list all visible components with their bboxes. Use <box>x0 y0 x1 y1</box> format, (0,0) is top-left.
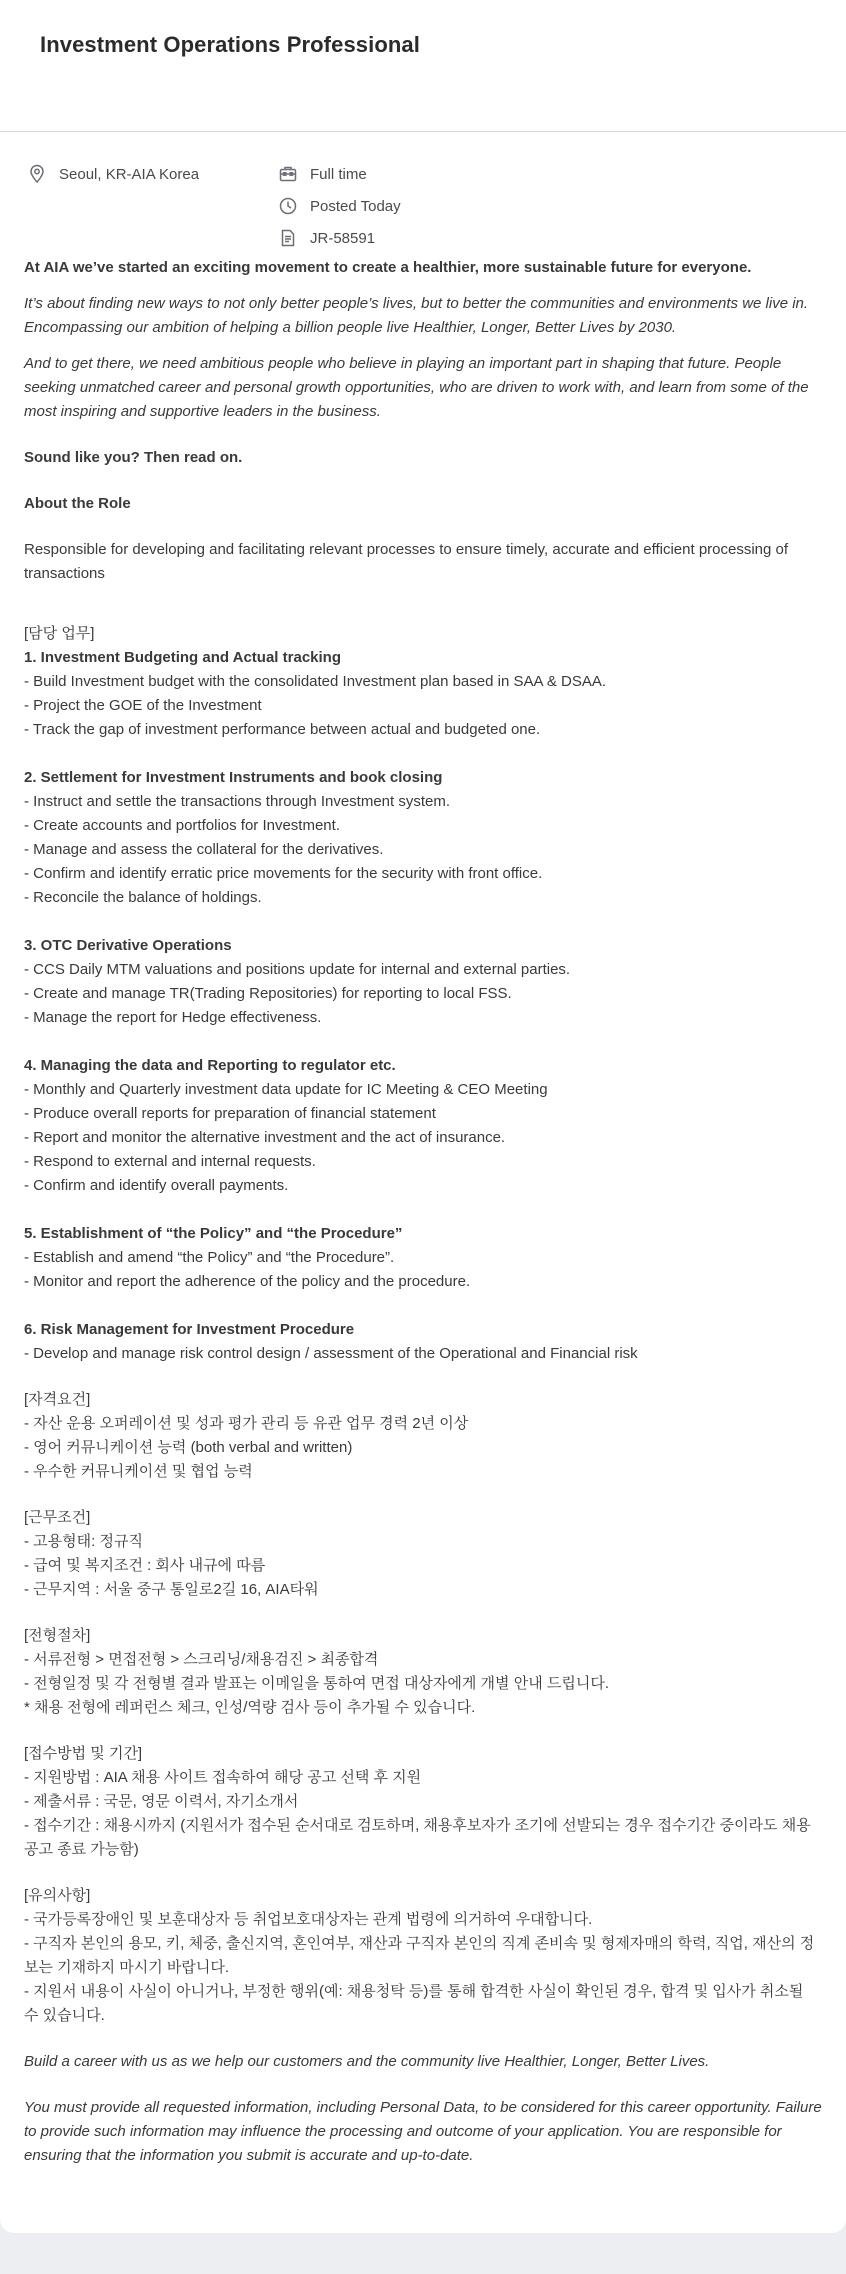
list-item: - 자산 운용 오퍼레이션 및 성과 평가 관리 등 유관 업무 경력 2년 이상 <box>24 1415 469 1432</box>
list-item: - Project the GOE of the Investment <box>24 697 262 714</box>
list-item: - CCS Daily MTM valuations and positions update for internal and external parties. <box>24 961 571 978</box>
list-item: - Monthly and Quarterly investment data update for IC Meeting & CEO Meeting <box>24 1081 548 1098</box>
employment-type-item <box>278 164 367 184</box>
list-item: - 지원서 내용이 사실이 아니거나, 부정한 행위(예: 채용청탁 등)를 통해 합격한 사실이 확인된 경우, 합격 및 입사가 취소될 수 있습니다. <box>24 1983 804 2024</box>
job-title: Investment Operations Professional <box>40 32 420 57</box>
duty-title: 3. OTC Derivative Operations <box>24 937 232 954</box>
intro-paragraph: It’s about finding new ways to not only better people’s lives, but to better the communities and environments we live in. Encompassing our ambition of helping a billion people live Healthier, Longer, Better Lives by 2030. <box>24 295 809 336</box>
document-icon <box>278 228 298 248</box>
list-item: - Report and monitor the alternative investment and the act of insurance. <box>24 1129 506 1146</box>
application-section <box>24 1742 822 1862</box>
list-item: - 전형일정 및 각 전형별 결과 발표는 이메일을 통하여 면접 대상자에게 개별 안내 드립니다. <box>24 1675 609 1692</box>
list-item: - 국가등록장애인 및 보훈대상자 등 취업보호대상자는 관계 법령에 의거하여 우대합니다. <box>24 1911 593 1928</box>
job-header <box>0 0 846 132</box>
duties-section <box>24 622 822 1366</box>
notes-section <box>24 1884 822 2028</box>
location-pin-icon <box>27 164 47 184</box>
list-item: - Establish and amend “the Policy” and “the Procedure”. <box>24 1249 395 1266</box>
list-item: - 우수한 커뮤니케이션 및 협업 능력 <box>24 1463 253 1480</box>
list-item: - Confirm and identify overall payments. <box>24 1177 289 1194</box>
duty-title: 1. Investment Budgeting and Actual tracking <box>24 649 341 666</box>
list-item: - Track the gap of investment performance between actual and budgeted one. <box>24 721 541 738</box>
duty-title: 6. Risk Management for Investment Procedure <box>24 1321 355 1338</box>
list-item: - 고용형태: 정규직 <box>24 1533 143 1550</box>
list-item: - 제출서류 : 국문, 영문 이력서, 자기소개서 <box>24 1793 299 1810</box>
job-description <box>0 256 846 2168</box>
intro-paragraph: And to get there, we need ambitious people who believe in playing an important part in shaping that future. People seeking unmatched career and personal growth opportunities, who are driven to work with, and learn from some of the most inspiring and supportive leaders in the business. <box>24 355 809 420</box>
briefcase-icon <box>278 164 298 184</box>
section-heading: [근무조건] <box>24 1509 91 1526</box>
list-item: - Respond to external and internal requests. <box>24 1153 316 1170</box>
list-item: - 접수기간 : 채용시까지 (지원서가 접수된 순서대로 검토하며, 채용후보자가 조기에 선발되는 경우 접수기간 중이라도 채용 공고 종료 가능함) <box>24 1817 811 1858</box>
list-item: - 영어 커뮤니케이션 능력 (both verbal and written) <box>24 1439 353 1456</box>
about-role-heading: About the Role <box>24 495 131 512</box>
section-heading: [담당 업무] <box>24 625 95 642</box>
posted-text: Posted Today <box>310 197 401 215</box>
duty-title: 5. Establishment of “the Policy” and “the Procedure” <box>24 1225 403 1242</box>
employment-type-text: Full time <box>310 165 367 183</box>
duty-title: 4. Managing the data and Reporting to regulator etc. <box>24 1057 396 1074</box>
list-item: - 지원방법 : AIA 채용 사이트 접속하여 해당 공고 선택 후 지원 <box>24 1769 422 1786</box>
job-meta <box>0 132 846 256</box>
list-item: - Manage and assess the collateral for the derivatives. <box>24 841 384 858</box>
list-item: - Monitor and report the adherence of the policy and the procedure. <box>24 1273 471 1290</box>
list-item: - Create accounts and portfolios for Investment. <box>24 817 340 834</box>
list-item: - Manage the report for Hedge effectiveness. <box>24 1009 322 1026</box>
posted-item <box>278 196 401 216</box>
list-item: - Produce overall reports for preparation of financial statement <box>24 1105 436 1122</box>
list-item: - Instruct and settle the transactions through Investment system. <box>24 793 451 810</box>
intro-headline: At AIA we’ve started an exciting movement to create a healthier, more sustainable future for everyone. <box>24 259 752 276</box>
location-text: Seoul, KR-AIA Korea <box>59 165 200 183</box>
list-item: - Develop and manage risk control design / assessment of the Operational and Financial risk <box>24 1345 638 1362</box>
process-section <box>24 1624 822 1720</box>
list-item: - Reconcile the balance of holdings. <box>24 889 262 906</box>
location-item <box>27 164 199 184</box>
list-item: - Create and manage TR(Trading Repositories) for reporting to local FSS. <box>24 985 512 1002</box>
role-summary: Responsible for developing and facilitating relevant processes to ensure timely, accurate and efficient processing of transactions <box>24 541 789 582</box>
list-item: - Confirm and identify erratic price movements for the security with front office. <box>24 865 543 882</box>
list-item: * 채용 전형에 레퍼런스 체크, 인성/역량 검사 등이 추가될 수 있습니다. <box>24 1699 476 1716</box>
read-on-text: Sound like you? Then read on. <box>24 449 243 466</box>
duty-title: 2. Settlement for Investment Instruments and book closing <box>24 769 443 786</box>
qualifications-section <box>24 1388 822 1484</box>
list-item: - 급여 및 복지조건 : 회사 내규에 따름 <box>24 1557 266 1574</box>
job-id-text: JR-58591 <box>310 229 376 247</box>
list-item: - 서류전형 > 면접전형 > 스크리닝/채용검진 > 최종합격 <box>24 1651 379 1668</box>
section-heading: [접수방법 및 기간] <box>24 1745 143 1762</box>
disclaimer-text: You must provide all requested information, including Personal Data, to be considered for this career opportunity. Failure to provide such information may influence the processing and outcome of your application. You are responsible for ensuring that the information you submit is accurate and up-to-date. <box>24 2099 822 2164</box>
section-heading: [자격요건] <box>24 1391 91 1408</box>
section-heading: [전형절차] <box>24 1627 91 1644</box>
list-item: - 근무지역 : 서울 중구 통일로2길 16, AIA타워 <box>24 1581 319 1598</box>
conditions-section <box>24 1506 822 1602</box>
list-item: - 구직자 본인의 용모, 키, 체중, 출신지역, 혼인여부, 재산과 구직자 본인의 직계 존비속 및 형제자매의 학력, 직업, 재산의 정보는 기재하지 마시기 바랍니다. <box>24 1935 815 1976</box>
career-statement: Build a career with us as we help our customers and the community live Healthier, Longer, Better Lives. <box>24 2053 710 2070</box>
job-id-item <box>278 228 375 248</box>
list-item: - Build Investment budget with the consolidated Investment plan based in SAA & DSAA. <box>24 673 607 690</box>
section-heading: [유의사항] <box>24 1887 91 1904</box>
clock-icon <box>278 196 298 216</box>
